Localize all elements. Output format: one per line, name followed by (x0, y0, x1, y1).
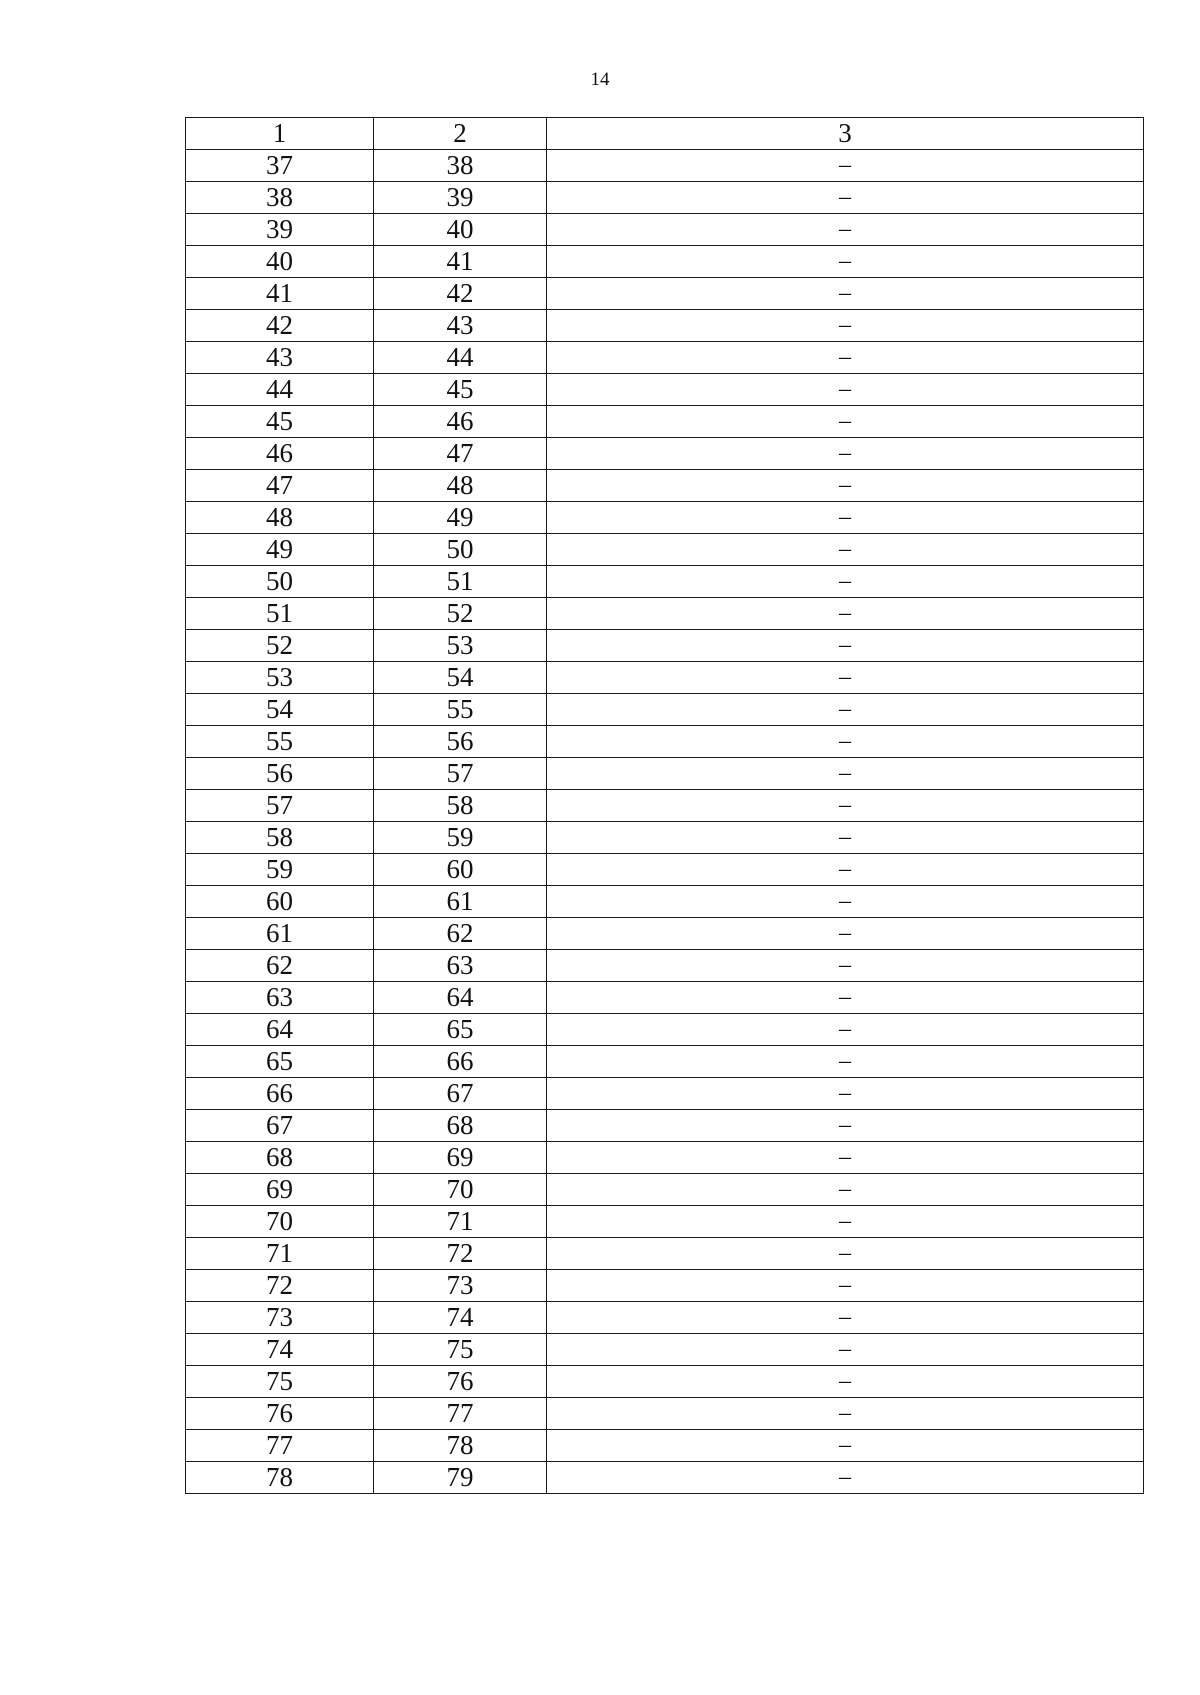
table-row (186, 630, 1144, 662)
table-cell: 43 (186, 342, 374, 374)
table-row (186, 1206, 1144, 1238)
table-cell: 64 (374, 982, 547, 1014)
table-cell: – (547, 886, 1144, 918)
table-row (186, 150, 1144, 182)
table-cell: 73 (186, 1302, 374, 1334)
table-row (186, 790, 1144, 822)
column-header: 2 (374, 118, 547, 150)
table-cell: 44 (186, 374, 374, 406)
table-row (186, 822, 1144, 854)
table-cell: – (547, 342, 1144, 374)
table-row (186, 342, 1144, 374)
table-cell: 67 (186, 1110, 374, 1142)
table-cell: – (547, 502, 1144, 534)
table-cell: 46 (186, 438, 374, 470)
table-row (186, 1270, 1144, 1302)
table-cell: – (547, 1238, 1144, 1270)
table-cell: – (547, 694, 1144, 726)
table-cell: – (547, 1462, 1144, 1494)
table-cell: 63 (374, 950, 547, 982)
table-cell: 79 (374, 1462, 547, 1494)
table-row (186, 854, 1144, 886)
table-cell: 45 (374, 374, 547, 406)
table-cell: – (547, 534, 1144, 566)
table-cell: 37 (186, 150, 374, 182)
table-row (186, 1142, 1144, 1174)
table-cell: 49 (374, 502, 547, 534)
table-cell: 67 (374, 1078, 547, 1110)
table-cell: – (547, 150, 1144, 182)
table-cell: 52 (186, 630, 374, 662)
table-cell: 54 (186, 694, 374, 726)
table-cell: – (547, 278, 1144, 310)
table-cell: 51 (374, 566, 547, 598)
table-row (186, 1462, 1144, 1494)
table-cell: 72 (374, 1238, 547, 1270)
table-cell: 76 (186, 1398, 374, 1430)
table-cell: – (547, 758, 1144, 790)
table-cell: 61 (186, 918, 374, 950)
table-cell: 49 (186, 534, 374, 566)
table-row (186, 1398, 1144, 1430)
table-cell: – (547, 598, 1144, 630)
table-cell: 40 (374, 214, 547, 246)
table-cell: – (547, 470, 1144, 502)
table-row (186, 374, 1144, 406)
table-cell: 41 (186, 278, 374, 310)
table-cell: – (547, 854, 1144, 886)
table-row (186, 1366, 1144, 1398)
table-cell: – (547, 1078, 1144, 1110)
table-cell: 38 (374, 150, 547, 182)
table-row (186, 886, 1144, 918)
table-cell: 69 (374, 1142, 547, 1174)
table-row (186, 1238, 1144, 1270)
table-cell: – (547, 1430, 1144, 1462)
table-row (186, 246, 1144, 278)
table-row (186, 1430, 1144, 1462)
table-cell: – (547, 822, 1144, 854)
data-table-container (185, 117, 1143, 1494)
table-cell: 69 (186, 1174, 374, 1206)
table-row (186, 278, 1144, 310)
table-row (186, 438, 1144, 470)
table-cell: 47 (374, 438, 547, 470)
table-cell: – (547, 1334, 1144, 1366)
table-cell: 60 (186, 886, 374, 918)
table-cell: 42 (186, 310, 374, 342)
table-cell: 70 (374, 1174, 547, 1206)
table-cell: 77 (374, 1398, 547, 1430)
table-cell: 76 (374, 1366, 547, 1398)
table-cell: 55 (374, 694, 547, 726)
table-cell: 75 (374, 1334, 547, 1366)
table-cell: – (547, 1270, 1144, 1302)
table-row (186, 214, 1144, 246)
table-cell: – (547, 662, 1144, 694)
table-cell: – (547, 1142, 1144, 1174)
table-cell: – (547, 950, 1144, 982)
table-cell: 40 (186, 246, 374, 278)
table-row (186, 1110, 1144, 1142)
table-cell: 52 (374, 598, 547, 630)
table-cell: 55 (186, 726, 374, 758)
table-cell: 39 (374, 182, 547, 214)
table-cell: 63 (186, 982, 374, 1014)
table-cell: 53 (374, 630, 547, 662)
table-cell: 54 (374, 662, 547, 694)
table-cell: 65 (186, 1046, 374, 1078)
table-row (186, 1078, 1144, 1110)
table-row (186, 406, 1144, 438)
table-cell: – (547, 438, 1144, 470)
table-cell: 66 (186, 1078, 374, 1110)
table-cell: 42 (374, 278, 547, 310)
table-row (186, 1014, 1144, 1046)
table-cell: 57 (374, 758, 547, 790)
page-number: 14 (590, 69, 610, 90)
table-row (186, 950, 1144, 982)
table-cell: 39 (186, 214, 374, 246)
table-cell: 60 (374, 854, 547, 886)
table-cell: – (547, 790, 1144, 822)
table-cell: 41 (374, 246, 547, 278)
table-row (186, 534, 1144, 566)
table-cell: – (547, 726, 1144, 758)
table-cell: 62 (374, 918, 547, 950)
data-table (185, 117, 1144, 1494)
table-cell: 65 (374, 1014, 547, 1046)
table-cell: – (547, 214, 1144, 246)
table-cell: – (547, 1046, 1144, 1078)
table-cell: 44 (374, 342, 547, 374)
table-row (186, 502, 1144, 534)
table-cell: 47 (186, 470, 374, 502)
table-cell: 72 (186, 1270, 374, 1302)
table-body (186, 150, 1144, 1494)
table-row (186, 694, 1144, 726)
table-cell: 71 (374, 1206, 547, 1238)
table-row (186, 726, 1144, 758)
table-cell: 78 (374, 1430, 547, 1462)
table-row (186, 1046, 1144, 1078)
table-cell: 61 (374, 886, 547, 918)
table-cell: 48 (374, 470, 547, 502)
table-cell: – (547, 1302, 1144, 1334)
table-cell: – (547, 1398, 1144, 1430)
table-row (186, 566, 1144, 598)
table-cell: 66 (374, 1046, 547, 1078)
table-cell: – (547, 1174, 1144, 1206)
table-cell: – (547, 246, 1144, 278)
table-cell: – (547, 1206, 1144, 1238)
table-row (186, 1174, 1144, 1206)
table-row (186, 470, 1144, 502)
table-cell: 62 (186, 950, 374, 982)
table-row (186, 758, 1144, 790)
table-cell: 53 (186, 662, 374, 694)
table-row (186, 1334, 1144, 1366)
table-cell: – (547, 566, 1144, 598)
table-cell: 48 (186, 502, 374, 534)
table-row (186, 182, 1144, 214)
table-cell: 46 (374, 406, 547, 438)
table-cell: – (547, 310, 1144, 342)
table-cell: 74 (374, 1302, 547, 1334)
table-cell: 58 (374, 790, 547, 822)
table-row (186, 598, 1144, 630)
table-cell: – (547, 918, 1144, 950)
table-cell: 56 (186, 758, 374, 790)
column-header: 1 (186, 118, 374, 150)
table-cell: 70 (186, 1206, 374, 1238)
table-cell: 71 (186, 1238, 374, 1270)
table-cell: 38 (186, 182, 374, 214)
table-cell: 51 (186, 598, 374, 630)
table-header (186, 118, 1144, 150)
header-row (186, 118, 1144, 150)
table-cell: – (547, 982, 1144, 1014)
table-cell: 45 (186, 406, 374, 438)
table-cell: 77 (186, 1430, 374, 1462)
table-cell: – (547, 1110, 1144, 1142)
table-cell: 59 (186, 854, 374, 886)
table-cell: 68 (186, 1142, 374, 1174)
table-cell: 59 (374, 822, 547, 854)
table-cell: 56 (374, 726, 547, 758)
table-row (186, 662, 1144, 694)
table-cell: – (547, 1014, 1144, 1046)
table-row (186, 310, 1144, 342)
table-cell: 50 (374, 534, 547, 566)
column-header: 3 (547, 118, 1144, 150)
table-cell: – (547, 182, 1144, 214)
table-cell: 78 (186, 1462, 374, 1494)
table-cell: – (547, 630, 1144, 662)
table-cell: 75 (186, 1366, 374, 1398)
table-cell: – (547, 406, 1144, 438)
table-cell: – (547, 1366, 1144, 1398)
table-row (186, 982, 1144, 1014)
table-row (186, 918, 1144, 950)
table-cell: 64 (186, 1014, 374, 1046)
table-cell: 50 (186, 566, 374, 598)
table-cell: 74 (186, 1334, 374, 1366)
table-cell: 57 (186, 790, 374, 822)
table-cell: 68 (374, 1110, 547, 1142)
table-cell: 43 (374, 310, 547, 342)
table-cell: 58 (186, 822, 374, 854)
table-cell: 73 (374, 1270, 547, 1302)
table-cell: – (547, 374, 1144, 406)
table-row (186, 1302, 1144, 1334)
